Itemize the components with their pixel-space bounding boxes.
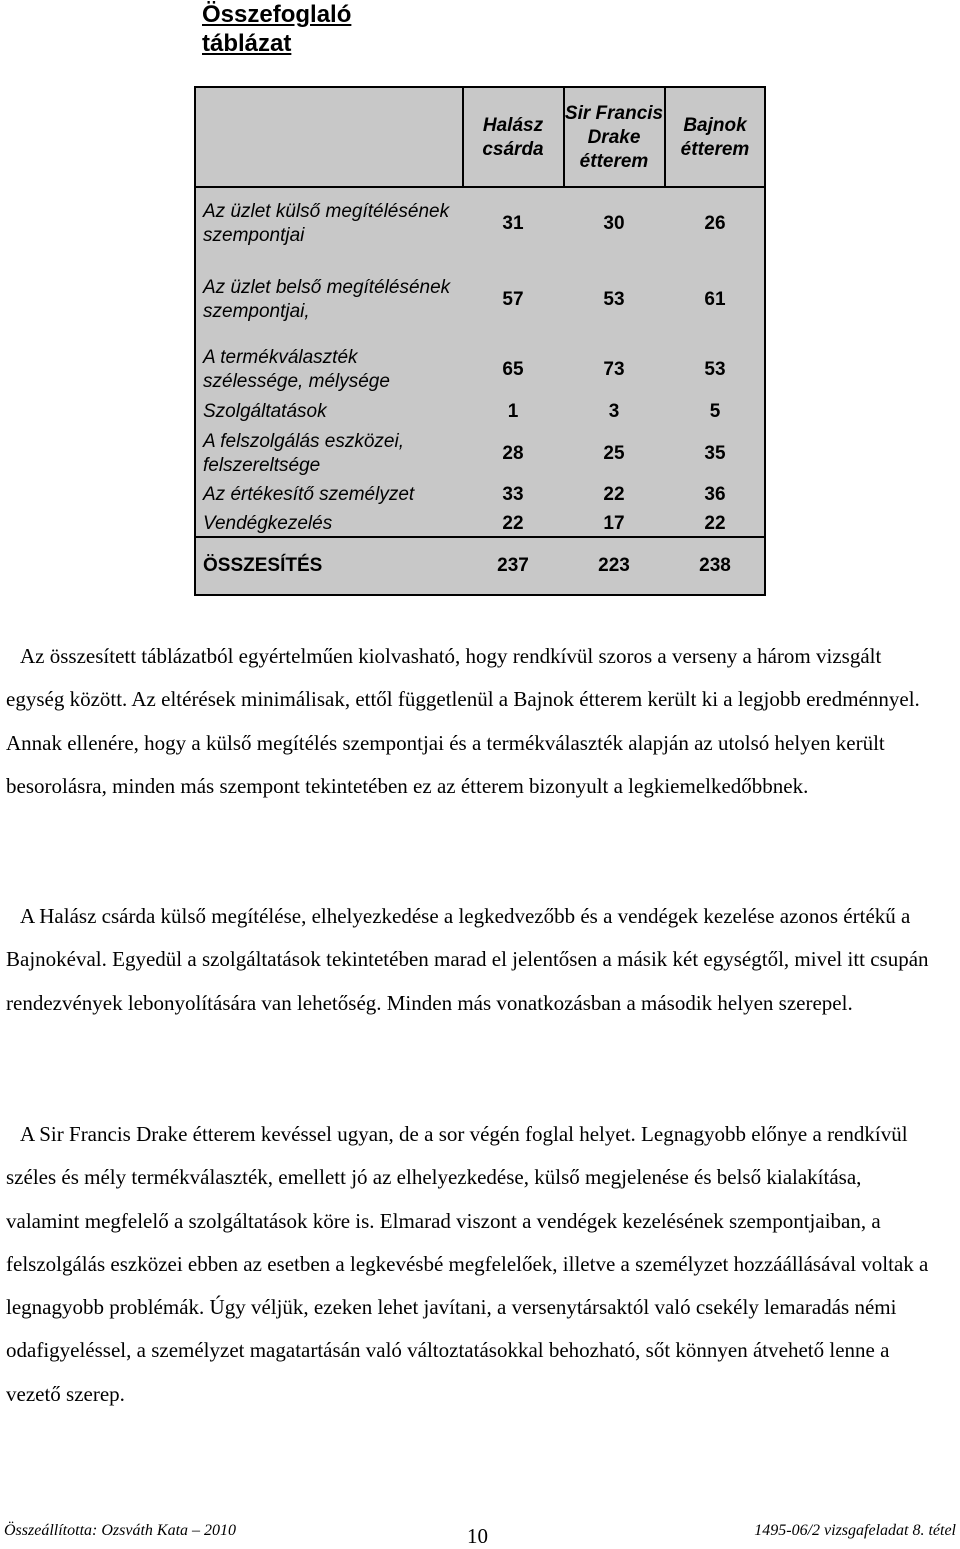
header-bajnok: Bajnok étterem [680, 114, 750, 160]
title-line-1: Összefoglaló [202, 1, 352, 28]
title-line-2: táblázat [202, 30, 292, 57]
row-label: A termékválaszték szélessége, mélysége [203, 347, 390, 392]
total-label: ÖSSZESÍTÉS [203, 555, 323, 576]
table-row [196, 428, 764, 480]
table-total-row [196, 538, 764, 594]
value-sir-francis: 17 [603, 513, 625, 534]
row-label: Az értékesítő személyzet [203, 484, 415, 505]
total-bajnok: 238 [699, 555, 731, 576]
total-halasz: 237 [497, 555, 529, 576]
paragraph-text: Az összesített táblázatból egyértelműen kiolvasható, hogy rendkívül szoros a verseny a három vizsgált egység között. Az eltérések minimálisak, ettől függetlenül a Bajnok étterem került ki a legjobb eredménnyel. Annak ellenére, hogy a külső megítélés szempontjai és a termékválaszték alapján az utolsó helyen került besorolásra, minden más szempont tekintetében ez az étterem bizonyult a legkiemelkedőbbnek. [6, 644, 920, 798]
table-row [196, 260, 764, 340]
value-sir-francis: 25 [603, 443, 625, 464]
value-bajnok: 61 [704, 289, 726, 310]
value-bajnok: 5 [709, 401, 721, 422]
footer-author: Összeállította: Ozsváth Kata – 2010 [4, 1522, 237, 1539]
paragraph-2 [6, 895, 936, 1025]
row-label: Szolgáltatások [203, 401, 327, 422]
table-row [196, 344, 764, 396]
page-title [202, 0, 422, 58]
table-header-row [196, 88, 764, 187]
header-divider [462, 88, 464, 187]
summary-table [194, 86, 766, 596]
value-halasz: 1 [507, 401, 519, 422]
value-sir-francis: 30 [603, 213, 625, 234]
value-bajnok: 22 [704, 513, 726, 534]
header-divider [563, 88, 565, 187]
page-number: 10 [467, 1524, 488, 1548]
value-bajnok: 53 [704, 359, 726, 380]
row-label: Az üzlet külső megítélésének szempontjai [203, 201, 450, 246]
value-bajnok: 36 [704, 484, 726, 505]
value-sir-francis: 53 [603, 289, 625, 310]
value-bajnok: 26 [704, 213, 726, 234]
table-row [196, 480, 764, 510]
row-label: A felszolgálás eszközei, felszereltsége [203, 431, 405, 476]
table-row [196, 188, 764, 260]
value-halasz: 57 [502, 289, 524, 310]
value-halasz: 65 [502, 359, 524, 380]
row-label: Az üzlet belső megítélésének szempontjai, [203, 277, 451, 322]
value-sir-francis: 3 [608, 401, 620, 422]
total-sir-francis: 223 [598, 555, 630, 576]
value-sir-francis: 73 [603, 359, 625, 380]
value-sir-francis: 22 [603, 484, 625, 505]
value-halasz: 28 [502, 443, 524, 464]
paragraph-1 [6, 635, 936, 808]
header-sir-francis: Sir Francis Drake étterem [564, 102, 664, 172]
value-halasz: 31 [502, 213, 524, 234]
table-row [196, 398, 764, 426]
value-bajnok: 35 [704, 443, 726, 464]
value-halasz: 22 [502, 513, 524, 534]
row-label: Vendégkezelés [203, 513, 333, 534]
footer-exam-id: 1495-06/2 vizsgafeladat 8. tétel [754, 1522, 956, 1539]
paragraph-text: A Sir Francis Drake étterem kevéssel ugyan, de a sor végén foglal helyet. Legnagyobb előnye a rendkívül széles és mély termékválaszték, emellett jó az elhelyezkedése, külső megjelenése és belső kialakítása, valamint megfelelő a szolgáltatások köre is. Elmarad viszont a vendégek kezelésének szempontjaiban, a felszolgálás eszközei ebben az esetben a legkevésbé megfelelőek, illetve a személyzet hozzáállásával voltak a legnagyobb problémák. Úgy véljük, ezeken lehet javítani, a versenytársaktól való csekély lemaradás némi odafigyeléssel, a személyzet magatartásán való változtatásokkal behozható, sőt könnyen átvehető lenne a vezető szerep. [6, 1122, 929, 1406]
value-halasz: 33 [502, 484, 524, 505]
paragraph-3 [6, 1113, 936, 1416]
header-halasz: Halász csárda [482, 114, 544, 160]
table-row [196, 510, 764, 538]
header-divider [664, 88, 666, 187]
paragraph-text: A Halász csárda külső megítélése, elhelyezkedése a legkedvezőbb és a vendégek kezelése azonos értékű a Bajnokéval. Egyedül a szolgáltatások tekintetében marad el jelentősen a másik két egységtől, mivel itt csupán rendezvények lebonyolítására van lehetőség. Minden más vonatkozásban a második helyen szerepel. [6, 904, 929, 1015]
